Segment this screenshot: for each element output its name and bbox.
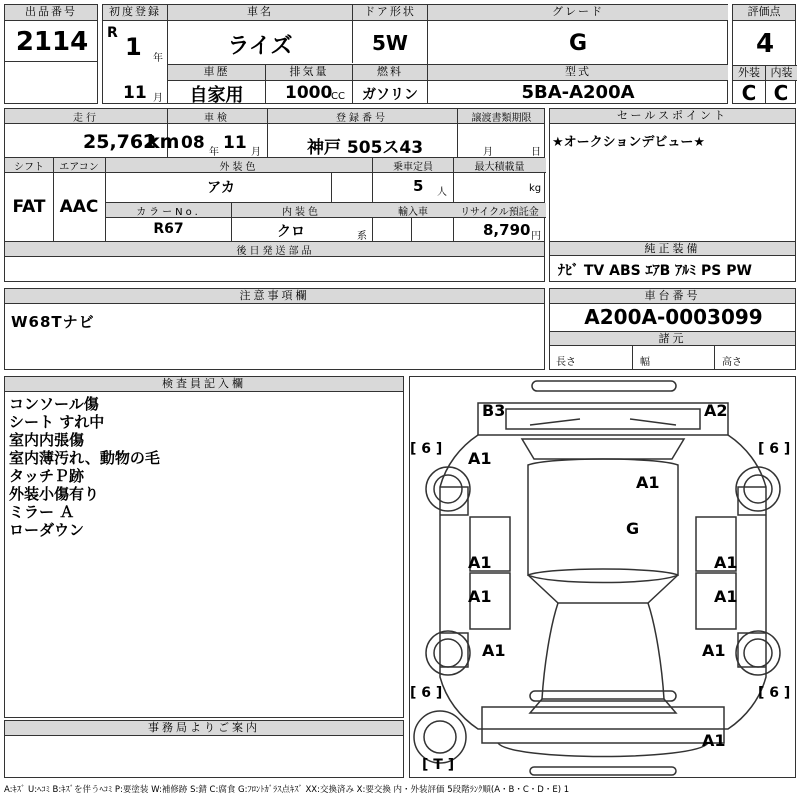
int-grade-value: C (773, 81, 789, 105)
dims-height-label: 高さ (722, 357, 742, 368)
mark-rear-door-left: A1 (468, 553, 492, 572)
legend-text: A:ｷｽﾞ U:ﾍｺﾐ B:ｷｽﾞを伴うﾍｺﾐ P:要塗装 W:補修跡 S:錆 C:腐食 G:ﾌﾛﾝﾄｶﾞﾗｽ点ｷｽﾞ XX:交換済み X:要交換 内・外装評価 5段階ﾗﾝｸ順(A・B・C・D・E) 1 (4, 785, 570, 795)
office-box (4, 720, 404, 778)
lot-label: 出品番号 (5, 5, 97, 21)
spare-tire-label: [ T ] (422, 757, 455, 773)
inspector-note: ローダウン (9, 521, 85, 539)
inspection-month-unit: 月 (251, 147, 261, 158)
office-label: 事務局よりご案内 (5, 721, 403, 736)
ac-label: エアコン (59, 162, 99, 173)
mark-windshield: G (626, 519, 640, 538)
info-grid (4, 108, 545, 282)
header-section (4, 4, 796, 104)
mark-rear-bumper-right: A2 (704, 401, 728, 420)
int-color-value: クロ (277, 224, 305, 240)
later-parts-label: 後日発送部品 (236, 246, 315, 257)
ext-color-label: 外装色 (219, 162, 259, 173)
int-grade-label: 内装 (765, 65, 797, 81)
dims-label: 諸元 (550, 331, 795, 346)
shift-label: シフト (14, 162, 44, 173)
inspection-year: 08 (181, 133, 205, 153)
mark-rear-bumper-left: B3 (482, 401, 506, 420)
reg-year-unit: 年 (153, 53, 163, 64)
model-label: 型式 (428, 65, 728, 81)
mileage-label: 走行 (73, 113, 99, 124)
sales-point-box (549, 108, 796, 282)
mark-rear-fender-left: A1 (468, 449, 492, 468)
inspector-note: コンソール傷 (9, 395, 99, 413)
mark-rear-door-right: A1 (714, 553, 738, 572)
transfer-month: 月 (483, 147, 493, 158)
inspector-note: タッチＰ跡 (9, 467, 85, 485)
ac-value: AAC (59, 197, 99, 217)
mileage-value: 25,762 (83, 131, 157, 153)
vehicle-box (102, 4, 728, 104)
car-diagram (409, 376, 796, 778)
reg-year: 1 (125, 33, 142, 61)
door-label: ドア形状 (353, 5, 427, 21)
inspection-month: 11 (223, 133, 247, 153)
fuel-value: ガソリン (362, 87, 418, 103)
inspector-note: 室内内張傷 (9, 431, 85, 449)
mileage-unit: km (147, 131, 180, 153)
cc-unit: CC (331, 91, 345, 102)
grade-label: グレード (428, 5, 728, 21)
first-reg-label: 初度登録 (103, 5, 167, 21)
lot-box (4, 4, 98, 104)
history-label: 車歴 (168, 65, 265, 81)
inspection-year-unit: 年 (209, 147, 219, 158)
reg-month-unit: 月 (153, 93, 163, 104)
chassis-box (549, 288, 796, 370)
lot-number: 2114 (15, 27, 89, 57)
caution-label: 注意事項欄 (5, 289, 544, 304)
load-unit: kg (529, 183, 542, 194)
inspector-notes (9, 395, 160, 539)
color-no-label: カラーNo. (136, 207, 201, 218)
car-name-label: 車名 (168, 5, 352, 21)
transfer-day: 日 (531, 147, 541, 158)
displacement-value: 1000 (285, 83, 333, 103)
import-label: 輸入車 (398, 207, 428, 218)
chassis-number: A200A-0003099 (584, 305, 763, 329)
inspector-note: 外装小傷有り (9, 485, 100, 503)
capacity-value: 5 (413, 177, 424, 195)
sales-point-label: セールスポイント (550, 109, 795, 124)
fuel-label: 燃料 (353, 65, 427, 81)
capacity-unit: 人 (437, 187, 447, 198)
mark-front-door-right: A1 (714, 587, 738, 606)
inspector-note: ミラー Ａ (9, 503, 75, 521)
shift-value: FAT (12, 197, 46, 217)
score-box (732, 4, 796, 104)
plate-value: 神戸 505ス43 (307, 138, 424, 158)
plate-label: 登録番号 (336, 113, 388, 124)
car-outline (410, 377, 797, 779)
sales-point-text: ★オークションデビュー★ (552, 135, 706, 150)
tire-fr-label: [ 6 ] (758, 441, 791, 457)
history-value: 自家用 (189, 85, 244, 106)
recycle-label: リサイクル預託金 (460, 207, 539, 218)
grade-value: G (568, 31, 588, 56)
int-color-unit: 系 (357, 231, 367, 242)
caution-text: W68Tナビ (11, 313, 95, 331)
mark-rear-glass: A1 (636, 473, 660, 492)
transfer-label: 譲渡書類期限 (471, 113, 532, 124)
mark-front-fender-right: A1 (702, 641, 726, 660)
caution-box (4, 288, 545, 370)
score-value: 4 (755, 29, 775, 59)
int-color-label: 内装色 (282, 207, 321, 218)
score-label: 評価点 (733, 5, 795, 21)
mark-front-door-left: A1 (468, 587, 492, 606)
mark-front-bumper: A1 (702, 731, 726, 750)
equipment-items: ﾅﾋﾞ TV ABS ｴｱB ｱﾙﾐ PS PW (558, 263, 752, 279)
model-value: 5BA-A200A (521, 82, 635, 103)
dims-width-label: 幅 (640, 357, 650, 368)
recycle-unit: 円 (531, 231, 541, 242)
recycle-value: 8,790 (483, 221, 531, 239)
car-name: ライズ (227, 34, 293, 59)
capacity-label: 乗車定員 (393, 162, 433, 173)
inspector-box (4, 376, 404, 718)
dims-length-label: 長さ (556, 357, 576, 368)
mark-front-fender-left: A1 (482, 641, 506, 660)
ext-grade-label: 外装 (733, 65, 765, 81)
color-no-value: R67 (153, 221, 184, 237)
load-label: 最大積載量 (474, 162, 525, 173)
tire-rl-label: [ 6 ] (410, 685, 443, 701)
inspector-label: 検査員記入欄 (5, 377, 403, 392)
displacement-label: 排気量 (266, 65, 352, 81)
chassis-label: 車台番号 (550, 289, 795, 304)
inspector-note: 室内薄汚れ、動物の毛 (9, 449, 160, 467)
ext-grade-value: C (741, 81, 757, 105)
inspector-note: シート すれ中 (9, 413, 105, 431)
tire-rr-label: [ 6 ] (758, 685, 791, 701)
door-value: 5W (372, 31, 408, 55)
era-mark: R (107, 25, 118, 41)
inspection-label: 車検 (204, 113, 230, 124)
reg-month: 11 (123, 83, 147, 103)
tire-fl-label: [ 6 ] (410, 441, 443, 457)
equipment-label: 純正装備 (550, 241, 795, 256)
ext-color-value: アカ (207, 180, 235, 196)
